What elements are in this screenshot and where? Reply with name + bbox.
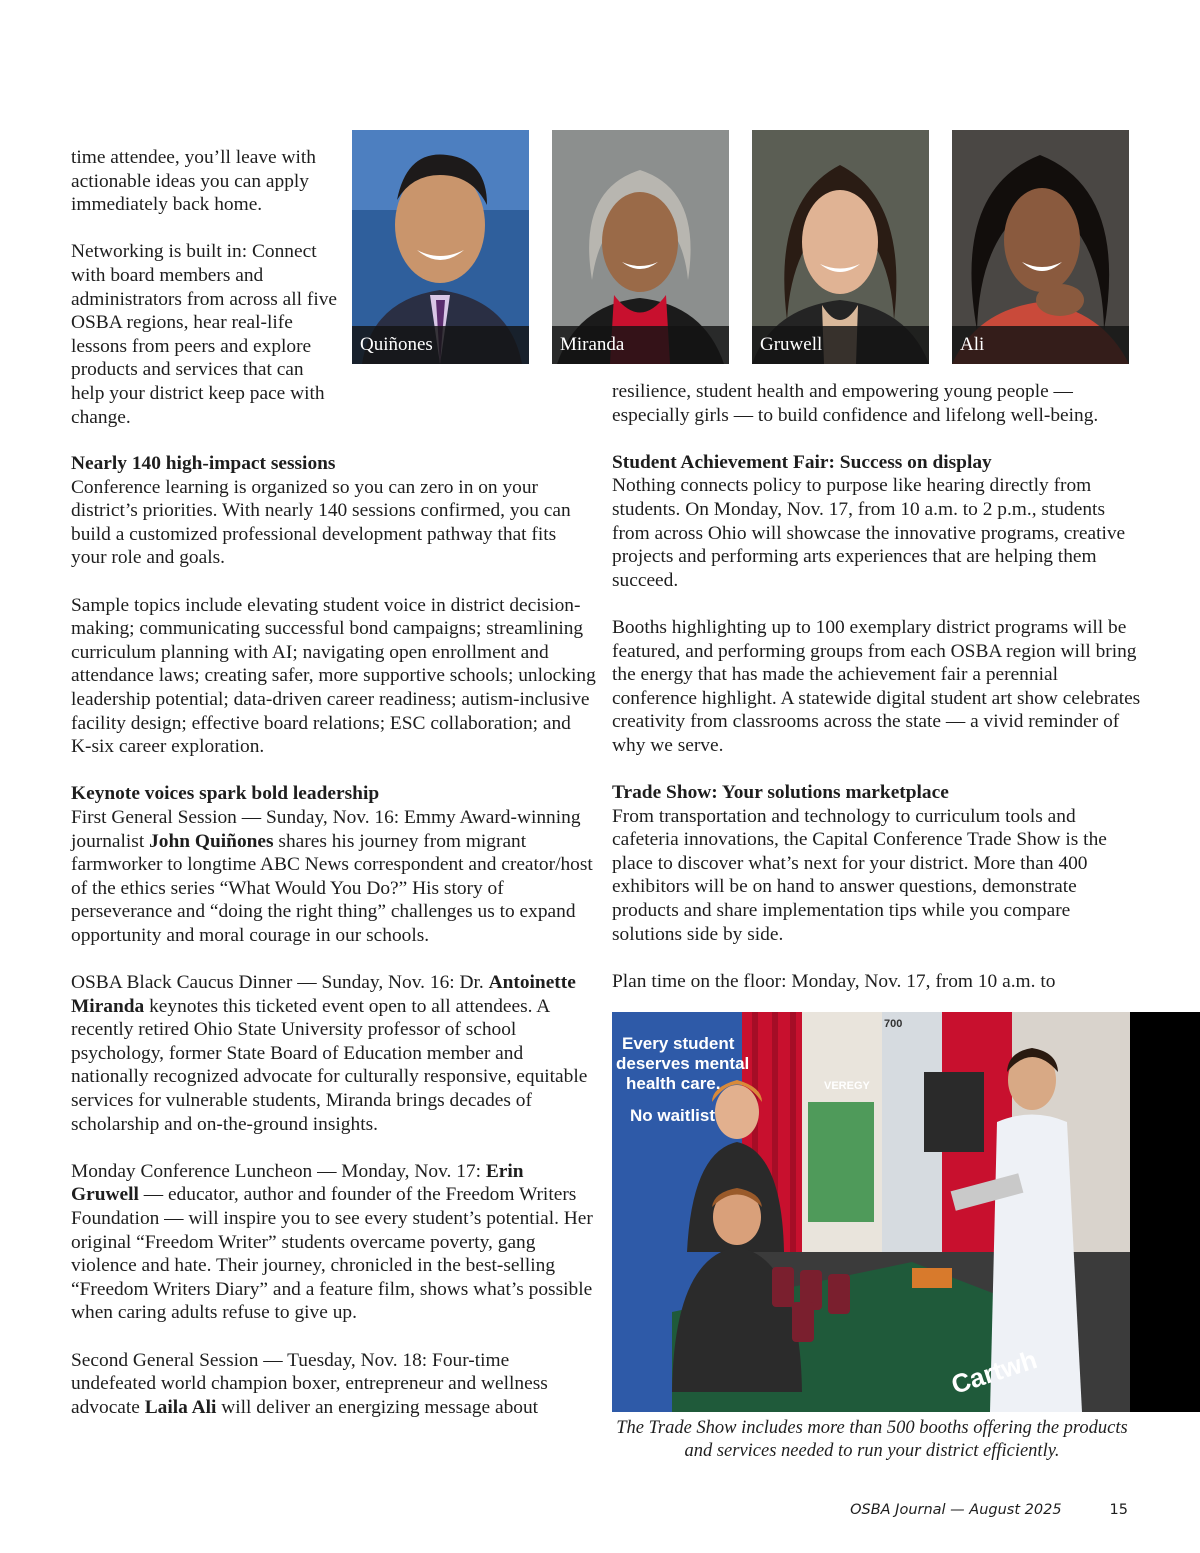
photo-caption-quinones: Quiñones: [352, 326, 529, 364]
keynote-miranda-text-b: keynotes this ticketed event open to all attendees. A recently retired Ohio State University professor of school psychology, former State Board of Education member and nationally recognized advocate for culturally responsive, equitable services for vulnerable students, Miranda brings decades of scholarship and on-the-ground insights.: [71, 995, 588, 1135]
trade-paragraph-2: Plan time on the floor: Monday, Nov. 17, from 10 a.m. to: [612, 970, 1056, 992]
keynote-quinones-paragraph: [71, 806, 596, 948]
keynote-miranda-name: Antoinette Miranda: [71, 972, 576, 1017]
sessions-heading: Nearly 140 high-impact sessions: [71, 453, 336, 474]
left-column-top: [71, 146, 341, 429]
keynote-ali-paragraph: [71, 1349, 596, 1420]
booth-sign: VEREGY: [824, 1080, 870, 1092]
speaker-photo-miranda: [552, 130, 729, 364]
banner-sign-line-1: Every student: [622, 1034, 735, 1053]
footer-journal: OSBA Journal — August 2025: [850, 1502, 1062, 1518]
trade-heading: Trade Show: Your solutions marketplace: [612, 782, 949, 804]
keynote-miranda-paragraph: [71, 971, 596, 1136]
banner-sign-line-2: deserves mental: [616, 1054, 750, 1073]
fair-paragraph-1: Nothing connects policy to purpose like hearing directly from students. On Monday, Nov. 17, from 10 a.m. to 2 p.m., students from across Ohio will showcase the innovative programs, creative projects and performing arts experiences that are helping them succeed.: [612, 475, 1126, 591]
banner-sign-line-4: No waitlist: [630, 1106, 716, 1125]
page-number: 15: [1109, 1502, 1128, 1518]
keynote-ali-text-b: will deliver an energizing message about: [216, 1396, 539, 1418]
keynote-miranda-text-a: OSBA Black Caucus Dinner — Sunday, Nov. 16: Dr.: [71, 972, 489, 994]
table-brand: Cartwh: [947, 1344, 1041, 1400]
photo-caption-miranda: Miranda: [552, 326, 729, 364]
intro-paragraph-1: time attendee, you’ll leave with actionable ideas you can apply immediately back home.: [71, 147, 316, 216]
photo-caption-gruwell: Gruwell: [752, 326, 929, 364]
sessions-paragraph-2: Sample topics include elevating student voice in district decision-making; communicating successful bond campaigns; streamlining curriculum planning with AI; navigating open enrollment and attendance laws; creating safer, more supportive schools; unlocking leadership potential; data-driven career readiness; autism-inclusive facility design; effective board relations; ESC collaboration; and K-six career exploration.: [71, 594, 596, 758]
keynote-gruwell-name: Erin Gruwell: [71, 1160, 524, 1206]
photo-caption-ali: Ali: [952, 326, 1129, 364]
booth-number: 700: [884, 1018, 903, 1030]
keynote-gruwell-text-b: — educator, author and founder of the Freedom Writers Foundation — will inspire you to see every student’s potential. Her original “Freedom Writer” students overcame poverty, gang violence and hate. Their journey, chronicled in the best-selling “Freedom Writers Diary” and a feature film, shows what’s possible when caring adults refuse to give up.: [71, 1184, 593, 1324]
keynote-quinones-text-b: shares his journey from migrant farmworker to longtime ABC News correspondent and creator/host of the ethics series “What Would You Do?” His story of perseverance and “doing the right thing” challenges us to expand opportunity and moral courage in our schools.: [71, 830, 593, 946]
page-footer: [850, 1502, 1128, 1518]
speaker-photo-gruwell: [752, 130, 929, 364]
banner-sign-line-3: health care.: [626, 1074, 721, 1093]
keynote-quinones-text-a: First General Session — Sunday, Nov. 16: Emmy Award-winning journalist: [71, 806, 581, 852]
keynote-heading: Keynote voices spark bold leadership: [71, 783, 380, 805]
ali-continuation: resilience, student health and empowering young people — especially girls — to build confidence and lifelong well-being.: [612, 381, 1099, 426]
keynote-gruwell-paragraph: [71, 1160, 596, 1325]
keynote-gruwell-text-a: Monday Conference Luncheon — Monday, Nov. 17:: [71, 1160, 486, 1182]
keynote-quinones-name: John Quiñones: [149, 830, 274, 852]
fair-paragraph-2: Booths highlighting up to 100 exemplary district programs will be featured, and performing groups from each OSBA region will bring the energy that has made the achievement fair a perennial conference highlight. A statewide digital student art show celebrates creativity from classrooms across the state — a vivid reminder of why we serve.: [612, 616, 1141, 756]
sessions-paragraph-1: Conference learning is organized so you can zero in on your district’s priorities. With nearly 140 sessions confirmed, you can build a customized professional development pathway that fits your role and goals.: [71, 476, 571, 569]
speaker-photo-ali: [952, 130, 1129, 364]
keynote-ali-text-a: Second General Session — Tuesday, Nov. 18: Four-time undefeated world champion boxer, entrepreneur and wellness advocate: [71, 1349, 548, 1418]
left-column-main: [71, 452, 596, 1419]
fair-heading: Student Achievement Fair: Success on display: [612, 451, 992, 473]
networking-paragraph: Networking is built in: Connect with board members and administrators from across all five OSBA regions, hear real-life lessons from peers and explore products and services that can help your district keep pace with change.: [71, 241, 338, 428]
tradeshow-photo: [612, 1012, 1200, 1412]
keynote-ali-name: Laila Ali: [144, 1396, 217, 1418]
right-column: [612, 380, 1142, 993]
photo-caption: The Trade Show includes more than 500 booths offering the products and services needed to run your district efficiently.: [616, 1418, 1128, 1461]
speaker-photo-quinones: [352, 130, 529, 364]
trade-paragraph-1: From transportation and technology to curriculum tools and cafeteria innovations, the Capital Conference Trade Show is the place to discover what’s next for your district. More than 400 exhibitors will be on hand to answer questions, demonstrate products and share implementation tips while you compare solutions side by side.: [612, 805, 1107, 945]
